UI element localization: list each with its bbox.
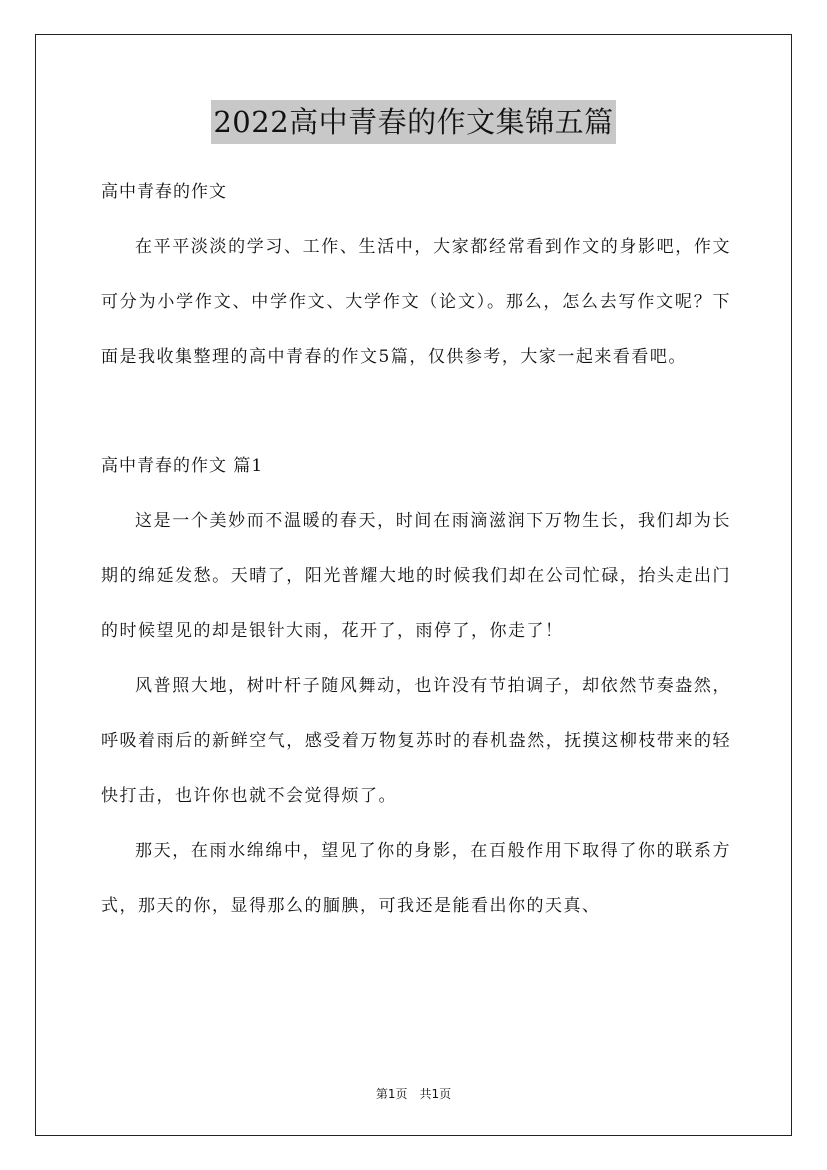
- intro-heading: 高中青春的作文: [101, 182, 227, 202]
- document-title-text: 2022高中青春的作文集锦五篇: [211, 100, 615, 144]
- section-heading: 高中青春的作文 篇1: [101, 456, 264, 476]
- document-title: [0, 100, 827, 144]
- body-paragraph-3: 那天，在雨水绵绵中，望见了你的身影，在百般作用下取得了你的联系方式，那天的你，显得那么的腼腆，可我还是能看出你的天真、: [101, 841, 731, 916]
- intro-paragraph: 在平平淡淡的学习、工作、生活中，大家都经常看到作文的身影吧，作文可分为小学作文、中学作文、大学作文（论文）。那么，怎么去写作文呢？下面是我收集整理的高中青春的作文5篇，仅供参考，大家一起来看看吧。: [101, 237, 731, 367]
- page-footer: 第1页 共1页: [375, 1087, 452, 1101]
- body-paragraph-2: 风普照大地，树叶杆子随风舞动，也许没有节拍调子，却依然节奏盎然，呼吸着雨后的新鲜空气，感受着万物复苏时的春机盎然，抚摸这柳枝带来的轻快打击，也许你也就不会觉得烦了。: [101, 676, 731, 806]
- body-paragraph-1: 这是一个美妙而不温暖的春天，时间在雨滴滋润下万物生长，我们却为长期的绵延发愁。天晴了，阳光普耀大地的时候我们却在公司忙碌，抬头走出门的时候望见的却是银针大雨，花开了，雨停了，你走了！: [101, 511, 731, 641]
- document-body: [101, 165, 731, 934]
